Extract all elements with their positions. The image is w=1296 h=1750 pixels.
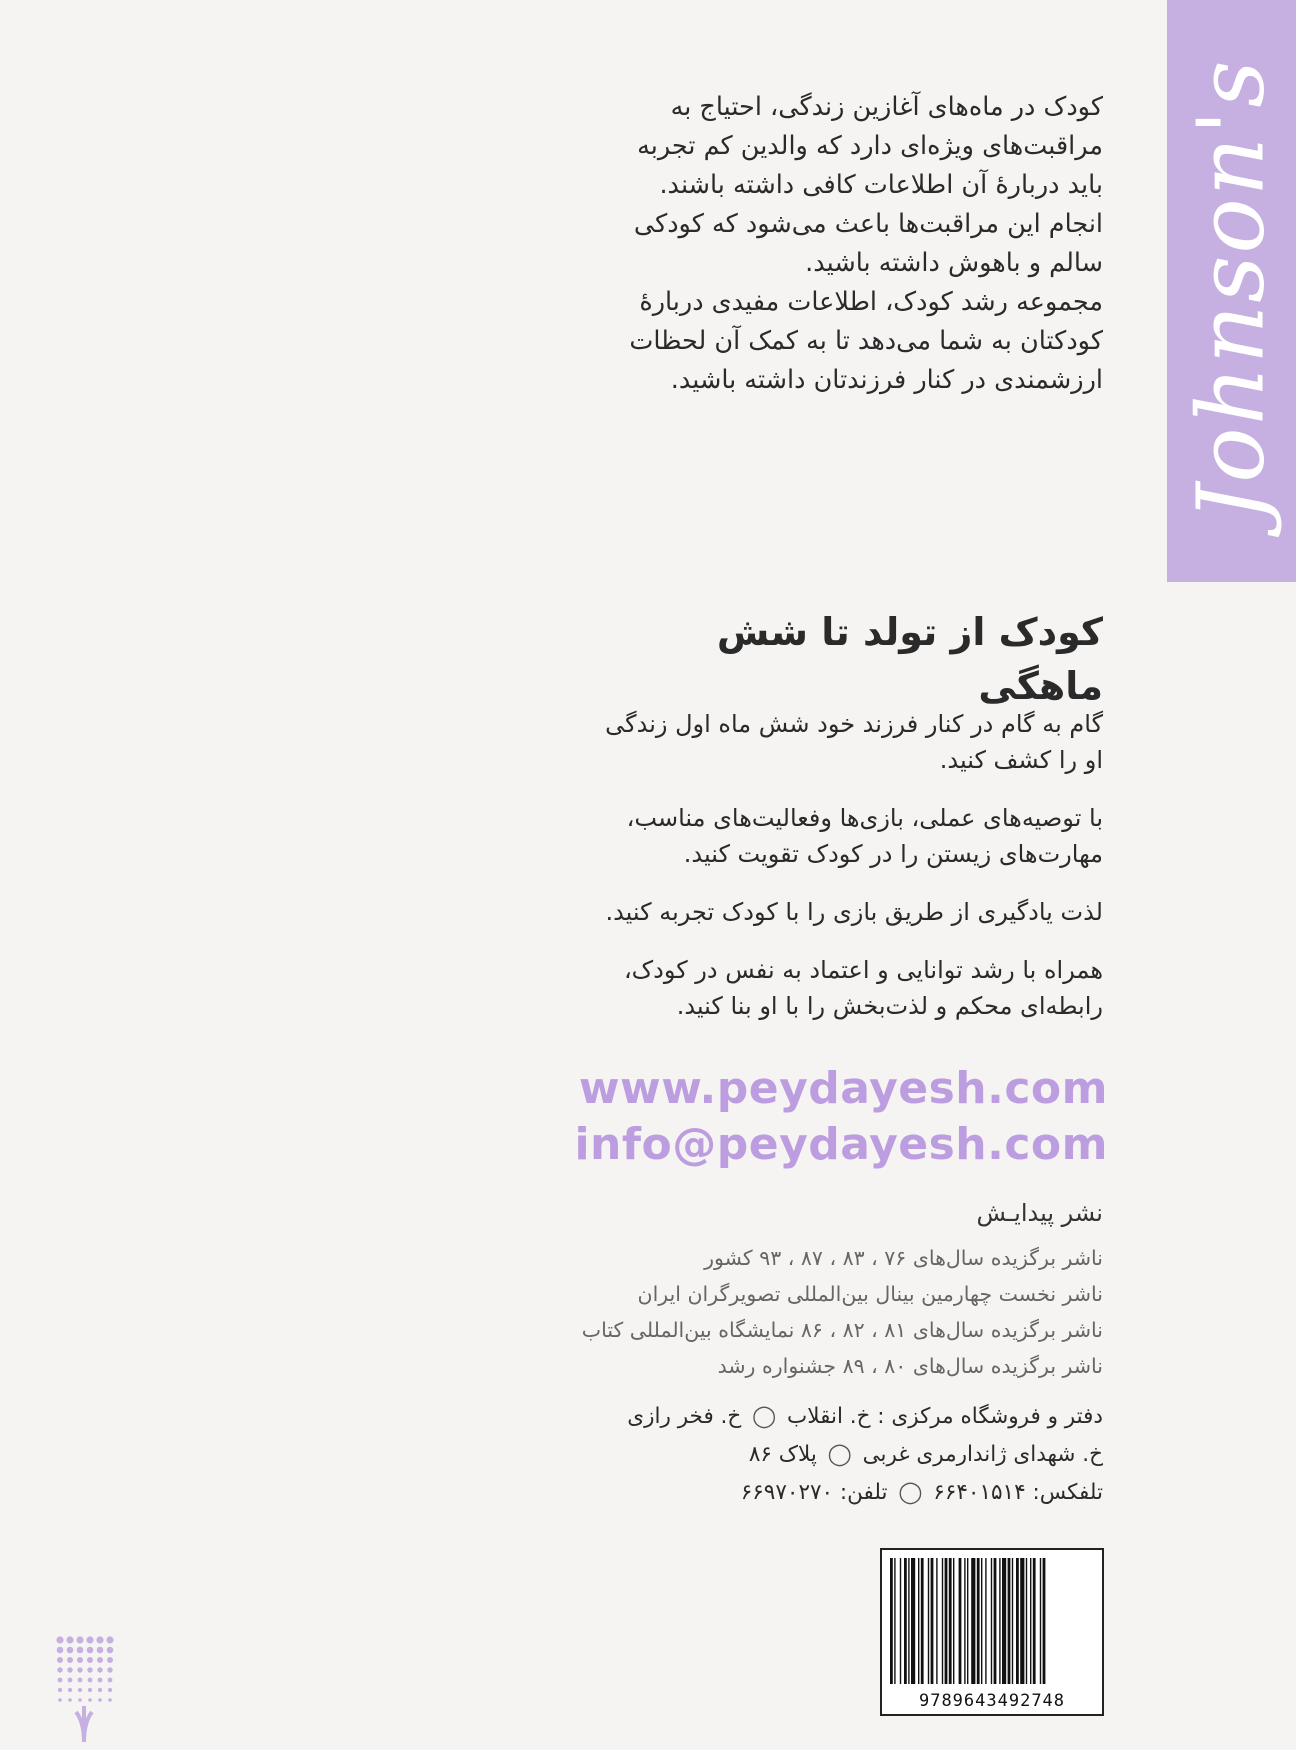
- feature-item: با توصیه‌های عملی، بازی‌ها وفعالیت‌های مناسب، مهارت‌های زیستن را در کودک تقویت کنید.: [626, 804, 1103, 868]
- isbn-barcode: [880, 1548, 1104, 1716]
- intro-text: [613, 88, 1103, 400]
- brand-logo: Johnson's: [1177, 58, 1285, 522]
- website-url: www.peydayesh.com: [578, 1063, 1108, 1114]
- contact-info: [583, 1398, 1103, 1512]
- fax-number: تلفکس: ۶۶۴۰۱۵۱۴: [933, 1480, 1103, 1505]
- award-line: ناشر نخست چهارمین بینال بین‌المللی تصویرگران ایران: [637, 1282, 1103, 1306]
- award-line: ناشر برگزیده سال‌های ۷۶ ، ۸۳ ، ۸۷ ، ۹۳ کشور: [704, 1246, 1103, 1270]
- bullet-icon: ◯: [827, 1442, 852, 1467]
- bullet-icon: ◯: [898, 1480, 923, 1505]
- publisher-logo-icon: [54, 1634, 114, 1744]
- office-address-line: [583, 1398, 1103, 1436]
- intro-paragraph: کودک در ماه‌های آغازین زندگی، احتیاج به مراقبت‌های ویژه‌ای دارد که والدین کم تجربه باید دربارهٔ آن اطلاعات کافی داشته باشند. انجام این مراقبت‌ها باعث می‌شود که کودکی سالم و باهوش داشته باشید.: [633, 92, 1103, 278]
- office-label: دفتر و فروشگاه مرکزی : خ. انقلاب: [787, 1404, 1103, 1429]
- feature-item: همراه با رشد توانایی و اعتماد به نفس در کودک، رابطه‌ای محکم و لذت‌بخش را با او بنا کنید.: [623, 956, 1103, 1020]
- barcode-bars: [888, 1558, 1096, 1684]
- contact-email: info@peydayesh.com: [574, 1119, 1108, 1170]
- book-title: کودک از تولد تا شش ماهگی: [716, 610, 1103, 708]
- feature-item: لذت یادگیری از طریق بازی را با کودک تجربه کنید.: [605, 898, 1103, 926]
- award-line: ناشر برگزیده سال‌های ۸۱ ، ۸۲ ، ۸۶ نمایشگاه بین‌المللی کتاب: [581, 1318, 1103, 1342]
- award-line: ناشر برگزیده سال‌های ۸۰ ، ۸۹ جشنواره رشد: [717, 1354, 1103, 1378]
- plaque-number: پلاک ۸۶: [748, 1442, 817, 1467]
- office-street: خ. فخر رازی: [627, 1404, 742, 1429]
- feature-list: [583, 706, 1103, 1046]
- street-name: خ. شهدای ژاندارمری غربی: [862, 1442, 1103, 1467]
- street-line: [583, 1436, 1103, 1474]
- intro-paragraph: مجموعه رشد کودک، اطلاعات مفیدی دربارهٔ کودکتان به شما می‌دهد تا به کمک آن لحظات ارزشمندی در کنار فرزندتان داشته باشید.: [629, 287, 1103, 395]
- phone-line: [583, 1474, 1103, 1512]
- barcode-digits: 9789643492748: [918, 1691, 1066, 1711]
- bullet-icon: ◯: [752, 1404, 777, 1429]
- publisher-awards: [543, 1240, 1103, 1384]
- publisher-name: نشر پیدایـش: [976, 1199, 1103, 1227]
- phone-number: تلفن: ۶۶۹۷۰۲۷۰: [740, 1480, 888, 1505]
- feature-item: گام به گام در کنار فرزند خود شش ماه اول زندگی او را کشف کنید.: [605, 710, 1103, 774]
